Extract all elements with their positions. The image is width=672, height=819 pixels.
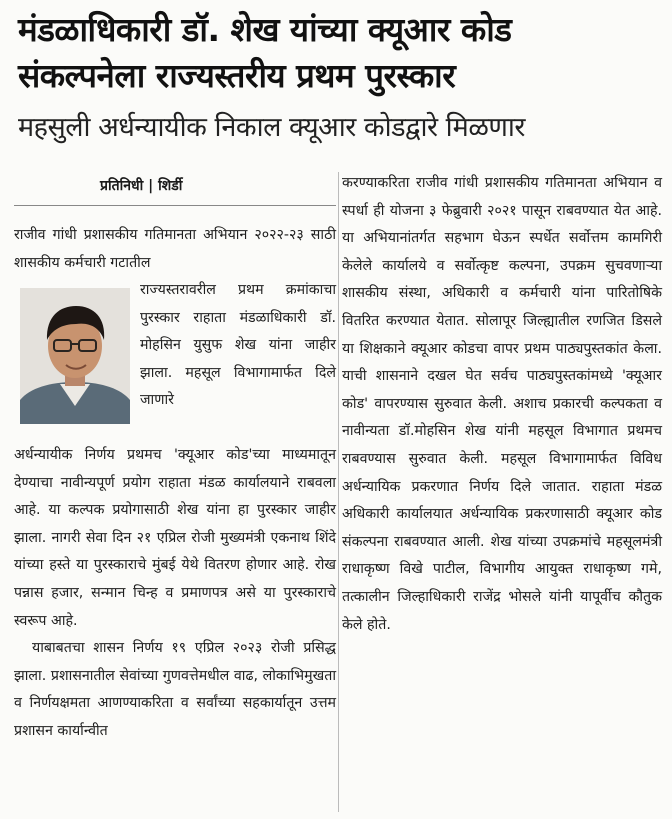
byline-divider [14,205,336,206]
photo-wrap-text [140,277,336,415]
left-column-body [14,442,336,746]
wrap-paragraph: राज्यस्तरावरील प्रथम क्रमांकाचा पुरस्कार राहाता मंडळाधिकारी डॉ. मोहसिन युसुफ शेख यांना जाहीर झाला. महसूल विभागामार्फत दिले जाणारे [140,282,336,409]
subheadline: महसुली अर्धन्यायीक निकाल क्यूआर कोडद्वारे मिळणार [18,112,525,143]
left-paragraph-2: याबाबतचा शासन निर्णय १९ एप्रिल २०२३ रोजी प्रसिद्ध झाला. प्रशासनातील सेवांच्या गुणवत्तेमधील वाढ, लोकाभिमुखता व निर्णयक्षमता आणण्याकरिता व सर्वांच्या सहकार्यातून उत्तम प्रशासन कार्यान्वीत [14,640,336,739]
headline-line-1: मंडळाधिकारी डॉ. शेख यांच्या क्यूआर कोड [18,10,512,49]
portrait-image [20,288,130,424]
reporter-photo [20,288,130,424]
right-paragraph-1: करण्याकरिता राजीव गांधी प्रशासकीय गतिमानता अभियान व स्पर्धा ही योजना ३ फेब्रुवारी २०२१ पासून राबवण्यात येत आहे. या अभियानांतर्गत सहभाग घेऊन स्पर्धेत सर्वोत्तम कामगिरी केलेले कार्यालये व सर्वोत्कृष्ट कल्पना, उपक्रम सुचवणाऱ्या शासकीय संस्था, अधिकारी व कर्मचारी यांना पारितोषिके वितरित करण्यात येतात. सोलापूर जिल्ह्यातील रणजित डिसले या शिक्षकाने क्यूआर कोडचा वापर प्रथम पाठ्यपुस्तकांत केला. याची शासनाने दखल घेत सर्वच पाठ्यपुस्तकांमध्ये 'क्यूआर कोड' वापरण्यास सुरुवात केली. अशाच प्रकारची कल्पकता व नावीन्यता डॉ.मोहसिन शेख यांनी महसूल विभागात प्रथमच राबवण्यास सुरुवात केली. महसूल विभागामार्फत विविध अर्धन्यायिक प्रकरणात निर्णय दिले जातात. राहाता मंडळ अधिकारी कार्यालयात अर्धन्यायिक प्रकरणासाठी क्यूआर कोड संकल्पना राबवण्यात आली. शेख यांच्या उपक्रमांचे महसूलमंत्री राधाकृष्ण विखे पाटील, विभागीय आयुक्त राधाकृष्ण गमे, तत्कालीन जिल्हाधिकारी राजेंद्र भोसले यांनी यापूर्वीच कौतुक केले होते. [342,175,662,633]
intro-text: राजीव गांधी प्रशासकीय गतिमानता अभियान २०२२-२३ साठी शासकीय कर्मचारी गटातील [14,227,336,271]
right-column [342,170,662,639]
byline: प्रतिनिधी | शिर्डी [100,178,183,194]
left-paragraph-1: अर्धन्यायीक निर्णय प्रथमच 'क्यूआर कोड'च्या माध्यमातून देण्याचा नावीन्यपूर्ण प्रयोग राहाता मंडळ कार्यालयाने राबवला आहे. या कल्पक प्रयोगासाठी शेख यांना हा पुरस्कार जाहीर झाला. नागरी सेवा दिन २१ एप्रिल रोजी मुख्यमंत्री एकनाथ शिंदे यांच्या हस्ते या पुरस्काराचे मुंबई येथे वितरण होणार आहे. रोख पन्नास हजार, सन्मान चिन्ह व प्रमाणपत्र असे या पुरस्काराचे स्वरूप आहे. [14,447,336,629]
column-divider [338,172,339,812]
headline-line-2: संकल्पनेला राज्यस्तरीय प्रथम पुरस्कार [18,56,456,95]
left-column-intro [14,222,336,277]
